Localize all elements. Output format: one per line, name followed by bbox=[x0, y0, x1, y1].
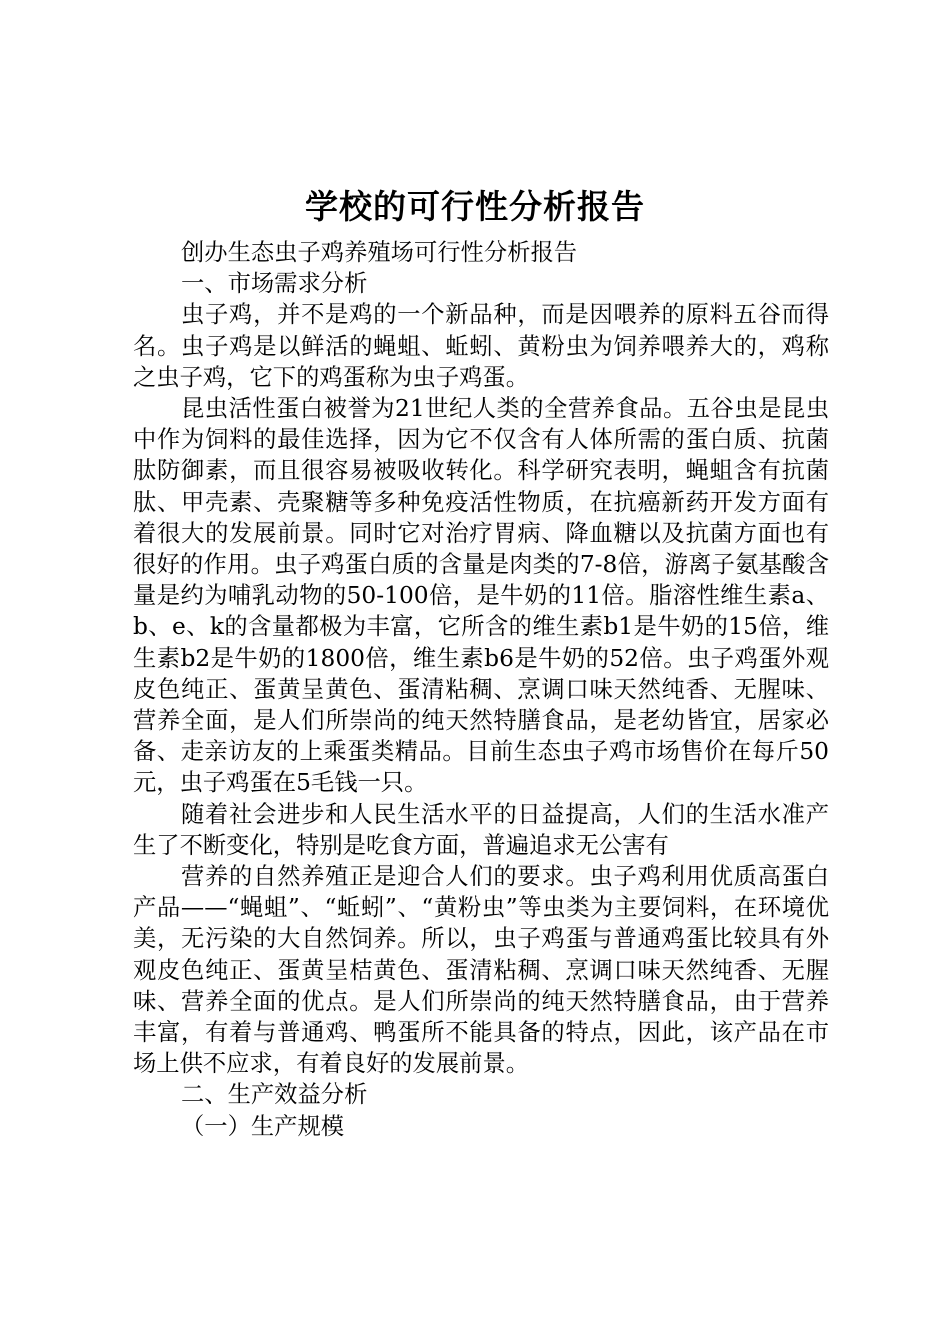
body-paragraph: 昆虫活性蛋白被誉为21世纪人类的全营养食品。五谷虫是昆虫中作为饲料的最佳选择，因为它不仅含有人体所需的蛋白质、抗菌肽防御素，而且很容易被吸收转化。科学研究表明，蝇蛆含有抗菌肽、甲壳素、壳聚糖等多种免疫活性物质，在抗癌新药开发方面有着很大的发展前景。同时它对治疗胃病、降血糖以及抗菌方面也有很好的作用。虫子鸡蛋白质的含量是肉类的7-8倍，游离子氨基酸含量是约为哺乳动物的50-100倍，是牛奶的11倍。脂溶性维生素a、b、e、k的含量都极为丰富，它所含的维生素b1是牛奶的15倍，维生素b2是牛奶的1800倍，维生素b6是牛奶的52倍。虫子鸡蛋外观皮色纯正、蛋黄呈黄色、蛋清粘稠、烹调口味天然纯香、无腥味、营养全面，是人们所崇尚的纯天然特膳食品，是老幼皆宜，居家必备、走亲访友的上乘蛋类精品。目前生态虫子鸡市场售价在每斤50元，虫子鸡蛋在5毛钱一只。 bbox=[133, 395, 829, 797]
section-heading-production: 二、生产效益分析 bbox=[181, 1081, 368, 1109]
body-paragraph: 虫子鸡，并不是鸡的一个新品种，而是因喂养的原料五谷而得名。虫子鸡是以鲜活的蝇蛆、蚯蚓、黄粉虫为饲养喂养大的，鸡称之虫子鸡，它下的鸡蛋称为虫子鸡蛋。 bbox=[133, 301, 829, 391]
document-title: 学校的可行性分析报告 bbox=[305, 187, 645, 226]
body-paragraph: 营养的自然养殖正是迎合人们的要求。虫子鸡利用优质高蛋白产品——“蝇蛆”、“蚯蚓”、“黄粉虫”等虫类为主要饲料，在环境优美，无污染的大自然饲养。所以，虫子鸡蛋与普通鸡蛋比较具有外观皮色纯正、蛋黄呈桔黄色、蛋清粘稠、烹调口味天然纯香、无腥味、营养全面的优点。是人们所崇尚的纯天然特膳食品，由于营养丰富，有着与普通鸡、鸭蛋所不能具备的特点，因此，该产品在市场上供不应求，有着良好的发展前景。 bbox=[133, 863, 829, 1078]
document-body bbox=[133, 237, 829, 1142]
section-heading-market: 一、市场需求分析 bbox=[181, 270, 368, 298]
body-paragraph: 随着社会进步和人民生活水平的日益提高，人们的生活水准产生了不断变化，特别是吃食方面，普遍追求无公害有 bbox=[133, 800, 829, 859]
subsection-heading-scale: （一）生产规模 bbox=[181, 1112, 345, 1140]
subtitle-paragraph: 创办生态虫子鸡养殖场可行性分析报告 bbox=[181, 239, 578, 266]
